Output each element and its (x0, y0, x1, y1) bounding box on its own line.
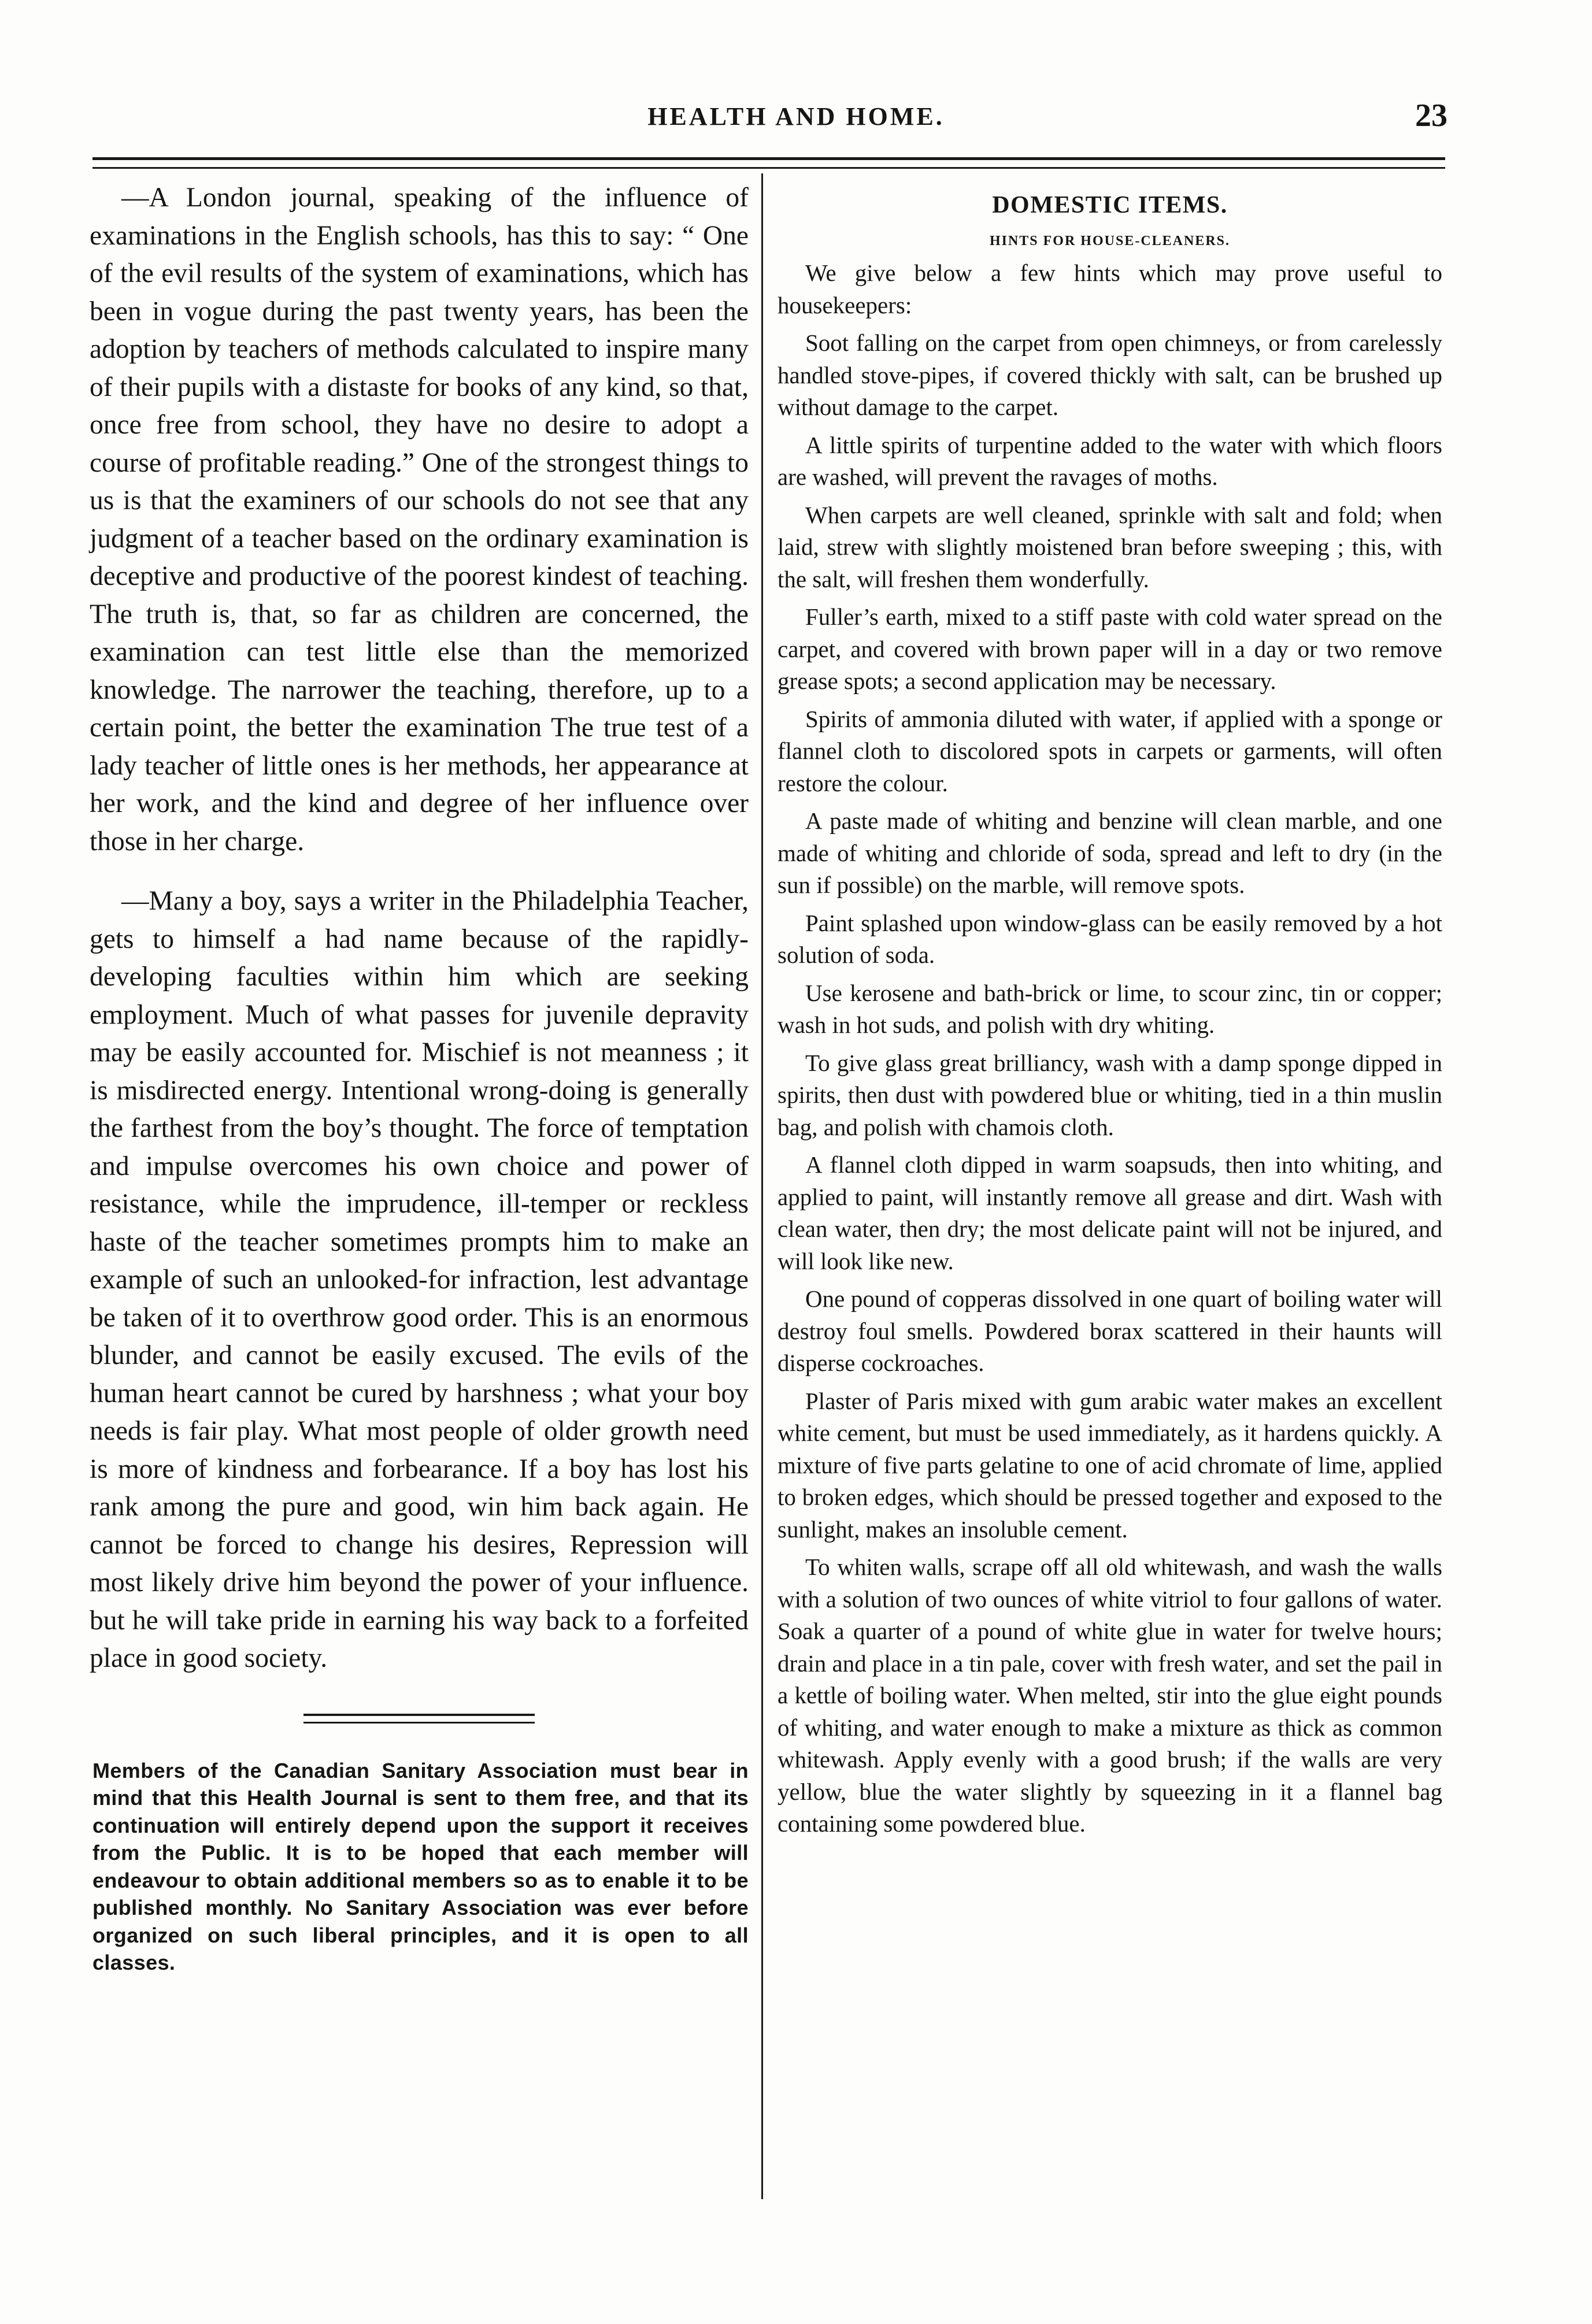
page-header-title: HEALTH AND HOME. (647, 102, 945, 131)
left-column (90, 179, 749, 1977)
article-examinations: —A London journal, speaking of the influence of examinations in the English schools, has this to say: “ One of the evil results of the system of examinations, which has been in vogue during the past twenty years, has been the adoption by teachers of methods calculated to inspire many of their pupils with a distaste for books of any kind, so that, once free from school, they have no desire to adopt a course of profitable reading.” One of the strongest things to us is that the examiners of our schools do not see that any judgment of a teacher based on the ordinary examination is deceptive and productive of the poorest kindest of teaching. The truth is, that, so far as children are concerned, the examination can test little else than the memorized knowledge. The narrower the teaching, therefore, up to a certain point, the better the examination The true test of a lady teacher of little ones is her methods, her appearance at her work, and the kind and degree of her influence over those in her charge. (90, 183, 749, 857)
hint-marble: A paste made of whiting and benzine will clean marble, and one made of whiting and chloride of soda, spread and left to dry (in the sun if possible) on the marble, will remove spots. (778, 807, 1442, 898)
hint-carpets-salt: When carpets are well cleaned, sprinkle with salt and fold; when laid, strew with slightly moistened bran before sweeping ; this, with the salt, will freshen them wonderfully. (778, 501, 1442, 592)
hint-soot: Soot falling on the carpet from open chimneys, or from carelessly handled stove-pipes, if covered thickly with salt, can be brushed up without damage to the carpet. (778, 329, 1442, 420)
hint-fullers-earth: Fuller’s earth, mixed to a stiff paste with cold water spread on the carpet, and covered with brown paper will in a day or two remove grease spots; a second application may be necessary. (778, 603, 1442, 694)
hint-turpentine: A little spirits of turpentine added to the water with which floors are washed, will prevent the ravages of moths. (778, 431, 1442, 490)
column-divider (761, 173, 763, 2199)
hint-glass-brilliancy: To give glass great brilliancy, wash with a damp sponge dipped in spirits, then dust with powdered blue or whiting, tied in a thin muslin bag, and polish with chamois cloth. (778, 1049, 1442, 1140)
hint-window-glass: Paint splashed upon window-glass can be easily removed by a hot solution of soda. (778, 909, 1442, 968)
hint-kerosene: Use kerosene and bath-brick or lime, to scour zinc, tin or copper; wash in hot suds, and polish with dry whiting. (778, 979, 1442, 1038)
hint-ammonia: Spirits of ammonia diluted with water, if applied with a sponge or flannel cloth to discolored spots in carpets or garments, will often restore the colour. (778, 705, 1442, 796)
association-notice: Members of the Canadian Sanitary Association must bear in mind that this Health Journal is sent to them free, and that its continuation will entirely depend upon the support it receives from the Public. It is to be hoped that each member will endeavour to obtain additional members so as to enable it to be published monthly. No Sanitary Association was ever before organized on such liberal principles, and it is open to all classes. (92, 1758, 749, 1974)
page-number: 23 (1415, 98, 1447, 134)
subsection-title: HINTS FOR HOUSE-CLEANERS. (989, 233, 1231, 249)
hint-whiten-walls: To whiten walls, scrape off all old whitewash, and wash the walls with a solution of two ounces of white vitriol to four gallons of water. Soak a quarter of a pound of white glue in water for twelve hours; drain and place in a tin pale, cover with fresh water, and set the pail in a kettle of boiling water. When melted, stir into the glue eight pounds of whiting, and water enough to make a mixture as thick as common whitewash. Apply evenly with a good brush; if the walls are very yellow, blue the water slightly by squeezing in it a flannel bag containing some powdered blue. (778, 1554, 1442, 1837)
section-title: DOMESTIC ITEMS. (992, 192, 1228, 218)
hint-copperas: One pound of copperas dissolved in one quart of boiling water will destroy foul smells. Powdered borax scattered in their haunts will disperse cockroaches. (778, 1285, 1442, 1376)
hint-plaster-cement: Plaster of Paris mixed with gum arabic water makes an excellent white cement, but must be used immediately, as it hardens quickly. A mixture of five parts gelatine to one of acid chromate of lime, applied to broken edges, which should be pressed together and exposed to the sunlight, makes an insoluble cement. (778, 1387, 1442, 1543)
article-boy-teacher: —Many a boy, says a writer in the Philadelphia Teacher, gets to himself a had name because of the rapidly-developing faculties within him which are seeking employment. Much of what passes for juvenile depravity may be easily accounted for. Mischief is not meanness ; it is misdirected energy. Intentional wrong-doing is generally the farthest from the boy’s thought. The force of temptation and impulse overcomes his own choice and power of resistance, while the imprudence, ill-temper or reckless haste of the teacher sometimes prompts him to make an example of such an unlooked-for infraction, lest advantage be taken of it to overthrow good order. This is an enormous blunder, and cannot be easily excused. The evils of the human heart cannot be cured by harshness ; what your boy needs is fair play. What most people of older growth need is more of kindness and forbearance. If a boy has lost his rank among the pure and good, win him back again. He cannot be forced to change his desires, Repression will most likely drive him beyond the power of your influence. but he will take pride in earning his way back to a forfeited place in good society. (90, 886, 749, 1673)
hint-flannel-paint: A flannel cloth dipped in warm soapsuds, then into whiting, and applied to paint, will instantly remove all grease and dirt. Wash with clean water, then dry; the most delicate paint will not be injured, and will look like new. (778, 1151, 1442, 1274)
hint-intro: We give below a few hints which may prove useful to housekeepers: (778, 260, 1442, 318)
header-double-rule (92, 157, 1445, 169)
right-column (778, 188, 1442, 1846)
section-double-rule (303, 1714, 535, 1723)
